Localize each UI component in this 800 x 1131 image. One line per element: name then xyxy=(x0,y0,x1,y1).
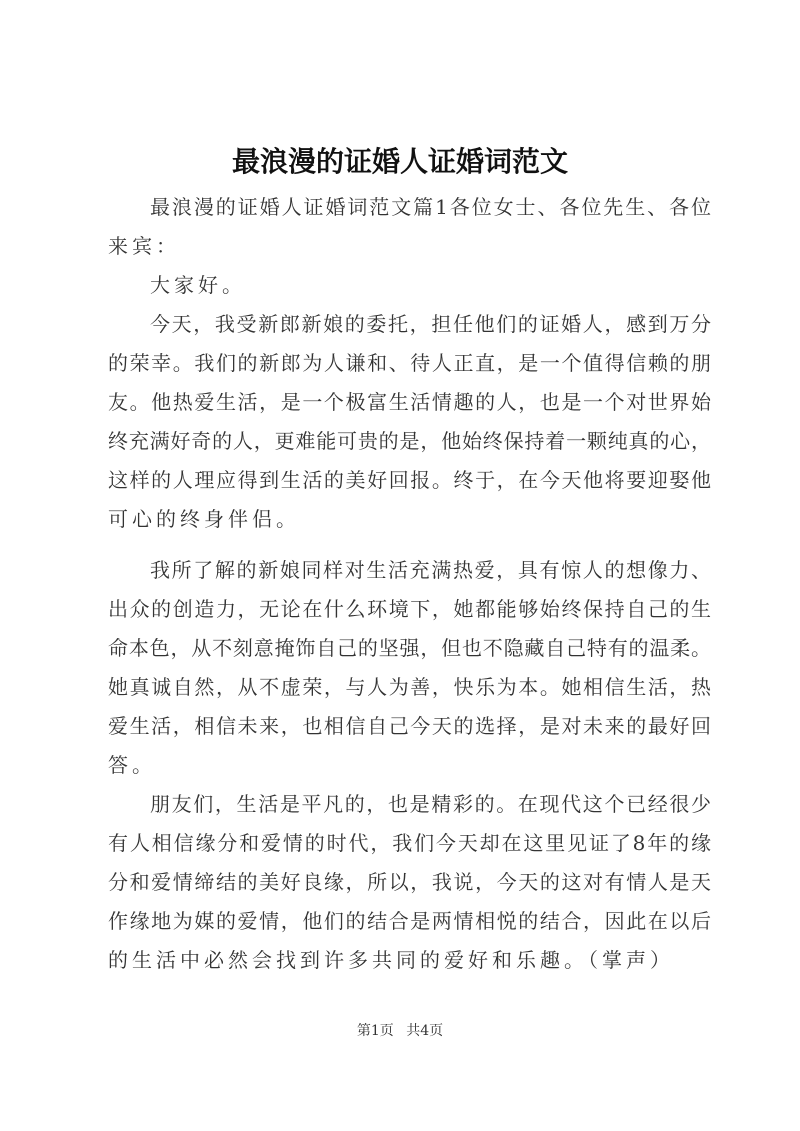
text-line: 出众的创造力，无论在什么环境下，她都能够始终保持自己的生 xyxy=(108,597,711,621)
text-line: 朋友们，生活是平凡的，也是精彩的。在现代这个已经很少 xyxy=(150,792,711,816)
text-line: 可心的终身伴侣。 xyxy=(108,507,300,531)
page-total: 共4页 xyxy=(406,1023,444,1039)
text-line: 命本色，从不刻意掩饰自己的坚强，但也不隐藏自己特有的温柔。 xyxy=(108,636,711,660)
text-line: 爱生活，相信未来，也相信自己今天的选择，是对未来的最好回 xyxy=(108,714,711,738)
text-line: 友。他热爱生活，是一个极富生活情趣的人，也是一个对世界始 xyxy=(108,390,711,414)
text-line: 作缘地为媒的爱情，他们的结合是两情相悦的结合，因此在以后 xyxy=(108,909,711,933)
paragraph xyxy=(108,305,711,539)
text-line: 大家好。 xyxy=(150,273,246,297)
text-line: 分和爱情缔结的美好良缘，所以，我说，今天的这对有情人是天 xyxy=(108,870,711,894)
page-number: 第1页 xyxy=(356,1023,394,1039)
text-line: 有人相信缘分和爱情的时代，我们今天却在这里见证了8年的缘 xyxy=(108,831,711,855)
text-line: 最浪漫的证婚人证婚词范文篇1各位女士、各位先生、各位 xyxy=(150,195,711,219)
page-footer xyxy=(0,1020,800,1040)
text-line: 她真诚自然，从不虚荣，与人为善，快乐为本。她相信生活，热 xyxy=(108,675,711,699)
paragraph xyxy=(108,266,711,305)
text-line: 我所了解的新娘同样对生活充满热爱，具有惊人的想像力、 xyxy=(150,558,711,582)
text-line: 终充满好奇的人，更难能可贵的是，他始终保持着一颗纯真的心， xyxy=(108,429,711,453)
paragraph xyxy=(108,551,711,785)
document-body xyxy=(108,188,711,980)
paragraph xyxy=(108,188,711,266)
paragraph xyxy=(108,785,711,980)
text-line: 来宾： xyxy=(108,234,180,258)
text-line: 今天，我受新郎新娘的委托，担任他们的证婚人，感到万分 xyxy=(150,312,711,336)
text-line: 答。 xyxy=(108,753,156,777)
text-line: 这样的人理应得到生活的美好回报。终于，在今天他将要迎娶他 xyxy=(108,468,711,492)
text-line: 的荣幸。我们的新郎为人谦和、待人正直，是一个值得信赖的朋 xyxy=(108,351,711,375)
text-line: 的生活中必然会找到许多共同的爱好和乐趣。（掌声） xyxy=(108,948,674,972)
document-title: 最浪漫的证婚人证婚词范文 xyxy=(231,145,568,178)
